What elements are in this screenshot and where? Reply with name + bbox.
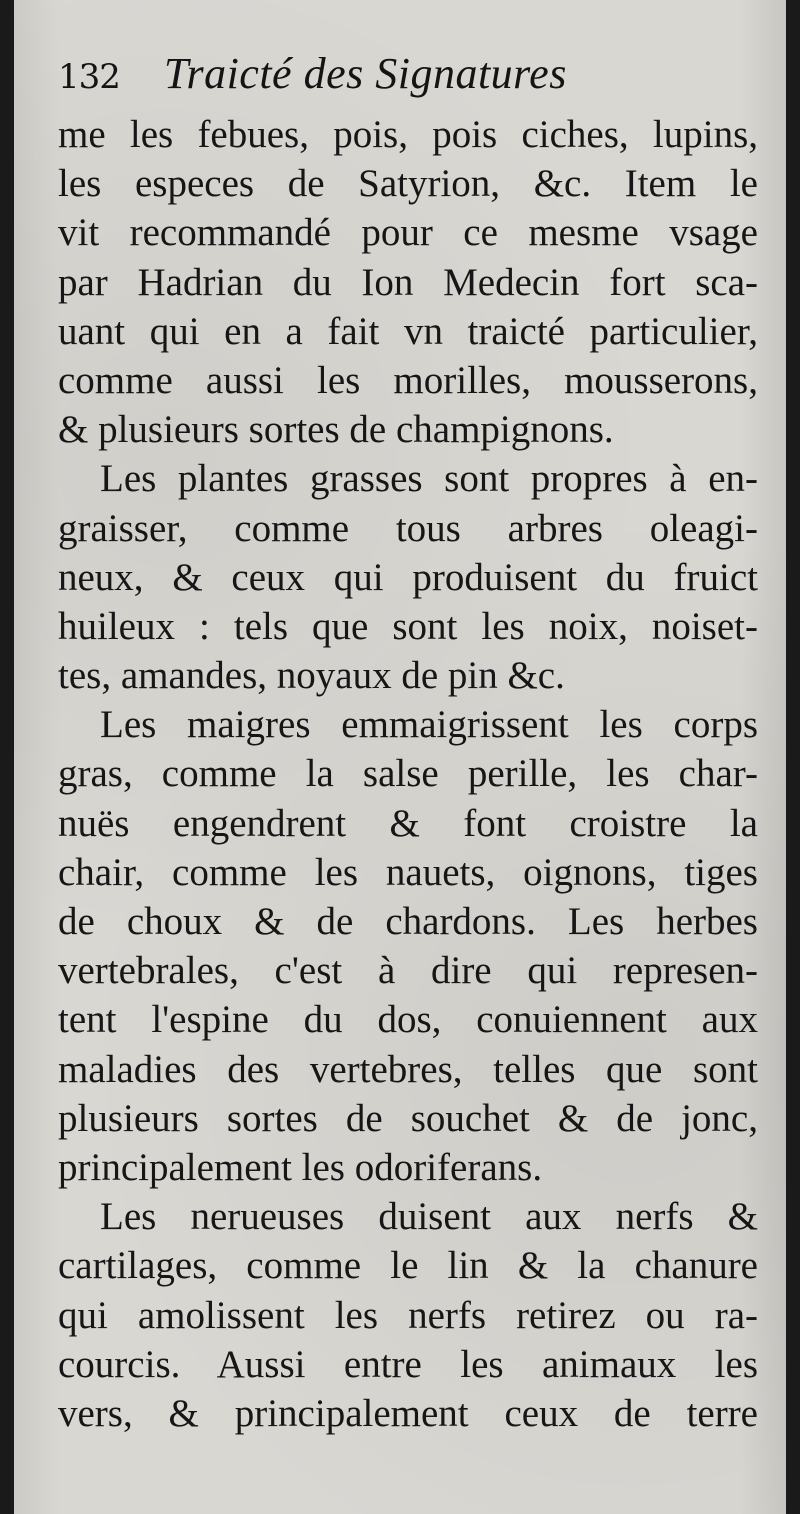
- page-number: 132: [58, 57, 120, 97]
- text-line: comme aussi les morilles, mousserons,: [58, 358, 758, 402]
- running-title: Traicté des Signatures: [163, 49, 567, 98]
- paragraph-first-line: Les plantes grasses sont propres à en-: [100, 457, 758, 501]
- text-line: gras, comme la salse perille, les char-: [58, 752, 758, 796]
- text-line: vers, & principalement ceux de terre: [58, 1391, 758, 1435]
- text-line: cartilages, comme le lin & la chanure: [58, 1244, 758, 1288]
- text-line: graisser, comme tous arbres oleagi-: [58, 506, 758, 550]
- text-line: par Hadrian du Ion Medecin fort sca-: [58, 260, 758, 304]
- text-line: tent l'espine du dos, conuiennent aux: [58, 998, 758, 1042]
- text-line: plusieurs sortes de souchet & de jonc,: [58, 1096, 758, 1140]
- body-text: [58, 110, 758, 1438]
- text-line: de choux & de chardons. Les herbes: [58, 900, 758, 943]
- text-line: huileux : tels que sont les noix, noiset-: [58, 604, 758, 648]
- text-line: vit recommandé pour ce mesme vsage: [58, 211, 758, 255]
- text-line: uant qui en a fait vn traicté particulier,: [58, 309, 758, 353]
- page-header: [58, 48, 567, 104]
- text-line: courcis. Aussi entre les animaux les: [58, 1342, 758, 1386]
- text-line: chair, comme les nauets, oignons, tiges: [58, 850, 758, 894]
- paragraph-first-line: Les maigres emmaigrissent les corps: [100, 703, 758, 747]
- text-line: & plusieurs sortes de champignons.: [58, 408, 614, 452]
- text-line: me les febues, pois, pois ciches, lupins,: [58, 113, 758, 156]
- text-line: tes, amandes, noyaux de pin &c.: [58, 654, 565, 698]
- paragraph-first-line: Les nerueuses duisent aux nerfs &: [100, 1195, 758, 1239]
- text-line: maladies des vertebres, telles que sont: [58, 1047, 758, 1091]
- text-line: les especes de Satyrion, &c. Item le: [58, 162, 758, 206]
- text-line: nuës engendrent & font croistre la: [58, 801, 758, 845]
- text-line: qui amolissent les nerfs retirez ou ra-: [58, 1293, 758, 1337]
- text-line: neux, & ceux qui produisent du fruict: [58, 555, 758, 599]
- text-line: principalement les odoriferans.: [58, 1145, 543, 1189]
- book-page: [14, 0, 786, 1514]
- text-line: vertebrales, c'est à dire qui represen-: [58, 949, 758, 993]
